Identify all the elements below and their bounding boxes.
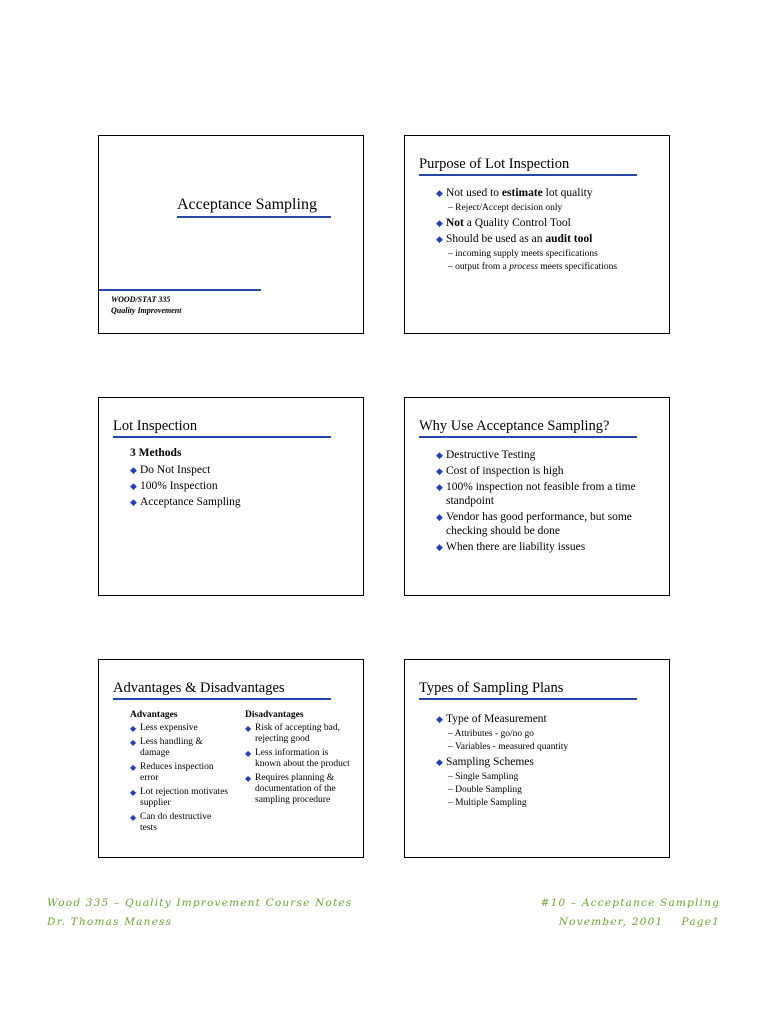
item-text: Do Not Inspect (140, 464, 211, 476)
bullet-list (436, 446, 650, 556)
advantages-column (130, 710, 230, 837)
diamond-bullet-icon: ◆ (130, 724, 137, 733)
list-item (436, 480, 650, 508)
list-item (245, 723, 355, 745)
diamond-bullet-icon: ◆ (130, 813, 137, 822)
footer-topic: #10 – Acceptance Sampling (540, 897, 720, 909)
list-heading: 3 Methods (130, 447, 182, 459)
item-text: Vendor has good performance, but some checking should be done (446, 511, 632, 537)
item-text: When there are liability issues (446, 541, 586, 553)
item-text: 100% Inspection (140, 480, 218, 492)
footer-course-notes: Wood 335 – Quality Improvement Course Notes (47, 897, 353, 909)
sub-item: – Reject/Accept decision only (448, 203, 563, 213)
course-rule (99, 289, 261, 291)
sub-item: – Variables - measured quantity (448, 742, 569, 752)
title-rule (177, 216, 331, 218)
heading-rule (419, 174, 637, 176)
item-text: Reduces inspection error (140, 762, 214, 783)
diamond-bullet-icon: ◆ (436, 450, 443, 460)
diamond-bullet-icon: ◆ (436, 188, 443, 198)
list-item (130, 463, 350, 477)
diamond-bullet-icon: ◆ (130, 788, 137, 797)
diamond-bullet-icon: ◆ (130, 497, 137, 507)
item-text: Can do destructive tests (140, 812, 212, 833)
sub-item (436, 261, 666, 273)
list-item (130, 787, 230, 809)
diamond-bullet-icon: ◆ (245, 749, 252, 758)
slide-heading: Purpose of Lot Inspection (419, 156, 570, 172)
list-item (436, 216, 666, 230)
diamond-bullet-icon: ◆ (436, 542, 443, 552)
diamond-bullet-icon: ◆ (436, 757, 443, 767)
list-item (130, 737, 230, 759)
item-text: Sampling Schemes (446, 756, 534, 768)
diamond-bullet-icon: ◆ (130, 481, 137, 491)
list-item (436, 510, 650, 538)
slide-title (98, 135, 364, 334)
item-bold: estimate (501, 187, 543, 199)
list-item (436, 232, 666, 246)
bullet-list (436, 710, 656, 810)
list-item (130, 723, 230, 734)
item-text: lot quality (542, 187, 593, 199)
heading-rule (113, 698, 331, 700)
item-text: 100% inspection not feasible from a time standpoint (446, 481, 636, 507)
diamond-bullet-icon: ◆ (130, 465, 137, 475)
advantages-heading: Advantages (130, 710, 178, 720)
slide-lot-inspection (98, 397, 364, 596)
slide-purpose (404, 135, 670, 334)
item-bold: Not (446, 217, 464, 229)
item-text: Requires planning & documentation of the sampling procedure (255, 773, 336, 805)
item-text: Less handling & damage (140, 737, 203, 758)
item-text: Less information is known about the product (255, 748, 350, 769)
list-item (436, 540, 650, 554)
item-text: Cost of inspection is high (446, 465, 564, 477)
item-text: Should be used as an (446, 233, 546, 245)
course-name: Quality Improvement (111, 306, 182, 315)
disadvantages-column (245, 710, 355, 809)
item-text: Not used to (446, 187, 502, 199)
diamond-bullet-icon: ◆ (130, 738, 137, 747)
footer-author: Dr. Thomas Maness (47, 916, 173, 928)
list-item (130, 762, 230, 784)
item-text: Lot rejection motivates supplier (140, 787, 229, 808)
sub-item: – Double Sampling (448, 785, 522, 795)
heading-rule (419, 436, 637, 438)
list-item (436, 755, 656, 769)
slide-heading: Advantages & Disadvantages (113, 680, 285, 696)
item-text: – output from a (448, 262, 510, 272)
slide-heading: Lot Inspection (113, 418, 198, 434)
list-item (130, 495, 350, 509)
bullet-list (436, 184, 666, 274)
list-item (436, 186, 666, 200)
diamond-bullet-icon: ◆ (436, 234, 443, 244)
diamond-bullet-icon: ◆ (245, 774, 252, 783)
slide-sampling-plans (404, 659, 670, 858)
diamond-bullet-icon: ◆ (436, 482, 443, 492)
item-text: Type of Measurement (446, 713, 547, 725)
sub-item: – incoming supply meets specifications (448, 249, 598, 259)
sub-item: – Multiple Sampling (448, 798, 527, 808)
item-text: Risk of accepting bad, rejecting good (255, 723, 340, 744)
diamond-bullet-icon: ◆ (245, 724, 252, 733)
footer-date-page: November, 2001 Page1 (558, 916, 720, 928)
diamond-bullet-icon: ◆ (436, 466, 443, 476)
disadvantages-heading: Disadvantages (245, 710, 304, 720)
sub-item: – Attributes - go/no go (448, 729, 535, 739)
sub-item: – Single Sampling (448, 772, 519, 782)
slide-heading: Why Use Acceptance Sampling? (419, 418, 610, 434)
slide-title-text: Acceptance Sampling (177, 196, 317, 213)
slide-why-use (404, 397, 670, 596)
list-item (130, 479, 350, 493)
diamond-bullet-icon: ◆ (436, 218, 443, 228)
course-code: WOOD/STAT 335 (111, 295, 171, 304)
heading-rule (113, 436, 331, 438)
item-text: meets specifications (537, 262, 618, 272)
list-item (436, 712, 656, 726)
item-italic: process (509, 262, 538, 272)
slide-adv-disadv (98, 659, 364, 858)
bullet-list (130, 446, 350, 511)
item-text: Acceptance Sampling (140, 496, 241, 508)
list-item (436, 464, 650, 478)
item-text: a Quality Control Tool (463, 217, 571, 229)
slide-heading: Types of Sampling Plans (419, 680, 564, 696)
diamond-bullet-icon: ◆ (130, 763, 137, 772)
list-item (245, 748, 355, 770)
list-item (130, 812, 230, 834)
list-item (245, 773, 355, 806)
item-text: Less expensive (140, 723, 198, 733)
diamond-bullet-icon: ◆ (436, 512, 443, 522)
diamond-bullet-icon: ◆ (436, 714, 443, 724)
item-text: Destructive Testing (446, 449, 536, 461)
heading-rule (419, 698, 637, 700)
item-bold: audit tool (545, 233, 593, 245)
list-item (436, 448, 650, 462)
